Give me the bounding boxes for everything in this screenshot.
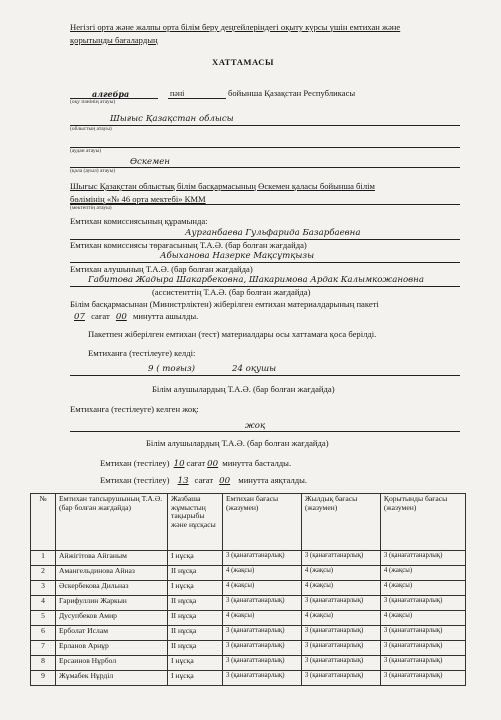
- header-exam-grade: Емтихан бағасы (жазумен): [223, 494, 302, 551]
- table-row: [31, 656, 466, 671]
- table-row: [31, 641, 466, 656]
- final-grade: 3 (қанағаттанарлық): [380, 641, 465, 656]
- header-variant: Жазбаша жұмыстың тақырыбы және нұсқасы: [168, 494, 223, 551]
- row-number: 1: [31, 551, 56, 566]
- table-row: [31, 551, 466, 566]
- header-name: Емтихан тапсырушының Т.А.Ә. (бар болған жағдайда): [56, 494, 168, 551]
- school-line-2: бөлімінің «№ 46 орта мектебі» КММ: [70, 194, 206, 204]
- arrivals-count-number: 24 оқушы: [232, 364, 277, 374]
- final-grade: 3 (қанағаттанарлық): [380, 596, 465, 611]
- subject-tail: бойынша Қазақстан Республикасы: [228, 88, 356, 98]
- region-caption: (облыстың атауы): [70, 126, 112, 132]
- school-line-1: Шығыс Қазақстан облыстық білім басқармасының Өскемен қаласы бойынша білім: [70, 181, 375, 191]
- commission-label: Емтихан комиссиясының құрамында:: [70, 216, 208, 226]
- annual-grade: 3 (қанағаттанарлық): [301, 626, 380, 641]
- commission-assistants-caption: (ассистенттің Т.А.Ә. (бар болған жағдайда): [152, 287, 311, 297]
- commission-chair-role: Емтихан комиссиясы төрағасының Т.А.Ә. (бар болған жағдайда): [70, 240, 307, 250]
- annual-grade: 4 (жақсы): [301, 581, 380, 596]
- package-line-1: Білім басқармасынан (Министрліктен) жіберілген емтихан материалдарының пакеті: [70, 299, 379, 309]
- commission-chair-name: Аурганбаева Гульфарида Базарбаевна: [185, 228, 361, 238]
- exam-variant: I нұсқа: [168, 656, 223, 671]
- annual-grade: 3 (қанағаттанарлық): [301, 656, 380, 671]
- annual-grade: 4 (жақсы): [301, 566, 380, 581]
- absent-value: жоқ: [245, 421, 266, 431]
- student-name: Гарифуллин Жаркын: [56, 596, 168, 611]
- student-name: Жұмабек Нұрділ: [56, 671, 168, 686]
- region-value: Шығыс Қазақстан облысы: [110, 114, 234, 124]
- exam-end: Емтихан (тестілеу) 13 сағат 00 минутта аяқталды.: [100, 475, 308, 486]
- absent-label: Емтиханға (тестілеуге) келген жоқ:: [70, 404, 199, 414]
- student-name: Ерланов Арнұр: [56, 641, 168, 656]
- city-caption: (қала (ауыл) атауы): [70, 168, 116, 174]
- annual-grade: 3 (қанағаттанарлық): [301, 596, 380, 611]
- row-number: 4: [31, 596, 56, 611]
- final-grade: 4 (жақсы): [380, 581, 465, 596]
- arrivals-caption: Білім алушылардың Т.А.Ә. (бар болған жағдайда): [152, 384, 335, 394]
- exam-variant: II нұсқа: [168, 626, 223, 641]
- student-name: Амангельдинова Айназ: [56, 566, 168, 581]
- final-grade: 3 (қанағаттанарлық): [380, 551, 465, 566]
- table-row: [31, 611, 466, 626]
- exam-grade: 4 (жақсы): [223, 611, 302, 626]
- exam-variant: II нұсқа: [168, 596, 223, 611]
- city-value: Өскемен: [130, 157, 170, 167]
- exam-start: Емтихан (тестілеу) 10 сағат 00 минутта басталды.: [100, 458, 292, 469]
- exam-grade: 4 (жақсы): [223, 566, 302, 581]
- document-title: ХАТТАМАСЫ: [212, 57, 274, 67]
- school-caption: (мектептің атауы): [70, 205, 112, 211]
- student-name: Айжігітова Айганым: [56, 551, 168, 566]
- table-row: [31, 626, 466, 641]
- package-note: Пакетпен жіберілген емтихан (тест) материалдары осы хаттамаға қоса берілді.: [88, 329, 377, 339]
- annual-grade: 3 (қанағаттанарлық): [301, 671, 380, 686]
- header-line-1: Негізгі орта және жалпы орта білім беру деңгейлеріндегі оқыту курсы үшін емтихан және: [70, 22, 401, 32]
- student-name: Ерсаинов Нұрбол: [56, 656, 168, 671]
- exam-variant: II нұсқа: [168, 641, 223, 656]
- student-name: Дусупбеков Амир: [56, 611, 168, 626]
- arrivals-label: Емтиханға (тестілеуге) келді:: [88, 348, 196, 358]
- header-no: №: [31, 494, 56, 551]
- student-name: Әскербекова Дильназ: [56, 581, 168, 596]
- subject-caption: (оқу пәнінің атауы): [70, 99, 116, 105]
- arrivals-count-written: 9 ( тоғыз): [148, 364, 195, 374]
- table-row: [31, 581, 466, 596]
- row-number: 3: [31, 581, 56, 596]
- exam-grade: 3 (қанағаттанарлық): [223, 641, 302, 656]
- final-grade: 3 (қанағаттанарлық): [380, 671, 465, 686]
- table-row: [31, 596, 466, 611]
- exam-variant: II нұсқа: [168, 611, 223, 626]
- exam-grade: 3 (қанағаттанарлық): [223, 626, 302, 641]
- exam-variant: I нұсқа: [168, 581, 223, 596]
- package-time: 07 сағат 00 минутта ашылды.: [74, 311, 199, 322]
- district-caption: (аудан атауы): [70, 148, 102, 154]
- exam-variant: I нұсқа: [168, 551, 223, 566]
- header-annual-grade: Жылдық бағасы (жазумен): [301, 494, 380, 551]
- exam-variant: II нұсқа: [168, 566, 223, 581]
- row-number: 2: [31, 566, 56, 581]
- commission-examiner-name: Абыханова Назерке Мақсұтқызы: [160, 251, 315, 261]
- commission-examiner-role: Емтихан алушының Т.А.Ә. (бар болған жағдайда): [70, 264, 253, 274]
- final-grade: 3 (қанағаттанарлық): [380, 656, 465, 671]
- header-final-grade: Қорытынды бағасы (жазумен): [380, 494, 465, 551]
- header-line-2: қорытынды бағалардың: [70, 35, 158, 45]
- row-number: 8: [31, 656, 56, 671]
- absent-caption: Білім алушылардың Т.А.Ә. (бар болған жағдайда): [146, 438, 329, 448]
- exam-grade: 3 (қанағаттанарлық): [223, 551, 302, 566]
- student-name: Ерболат Ислам: [56, 626, 168, 641]
- final-grade: 4 (жақсы): [380, 611, 465, 626]
- row-number: 6: [31, 626, 56, 641]
- exam-grade: 4 (жақсы): [223, 581, 302, 596]
- annual-grade: 3 (қанағаттанарлық): [301, 641, 380, 656]
- annual-grade: 3 (қанағаттанарлық): [301, 551, 380, 566]
- subject-value: алгебра: [92, 89, 130, 99]
- row-number: 5: [31, 611, 56, 626]
- table-header-row: [31, 494, 466, 551]
- final-grade: 4 (жақсы): [380, 566, 465, 581]
- results-table: [30, 493, 466, 686]
- row-number: 9: [31, 671, 56, 686]
- annual-grade: 4 (жақсы): [301, 611, 380, 626]
- table-row: [31, 671, 466, 686]
- final-grade: 3 (қанағаттанарлық): [380, 626, 465, 641]
- exam-grade: 3 (қанағаттанарлық): [223, 656, 302, 671]
- row-number: 7: [31, 641, 56, 656]
- commission-assistants: Габитова Жадыра Шакарбековна, Шакаримова Ардак Калымкожановна: [88, 275, 424, 285]
- table-row: [31, 566, 466, 581]
- subject-suffix: пәні: [170, 89, 185, 98]
- exam-grade: 3 (қанағаттанарлық): [223, 671, 302, 686]
- exam-grade: 3 (қанағаттанарлық): [223, 596, 302, 611]
- exam-variant: I нұсқа: [168, 671, 223, 686]
